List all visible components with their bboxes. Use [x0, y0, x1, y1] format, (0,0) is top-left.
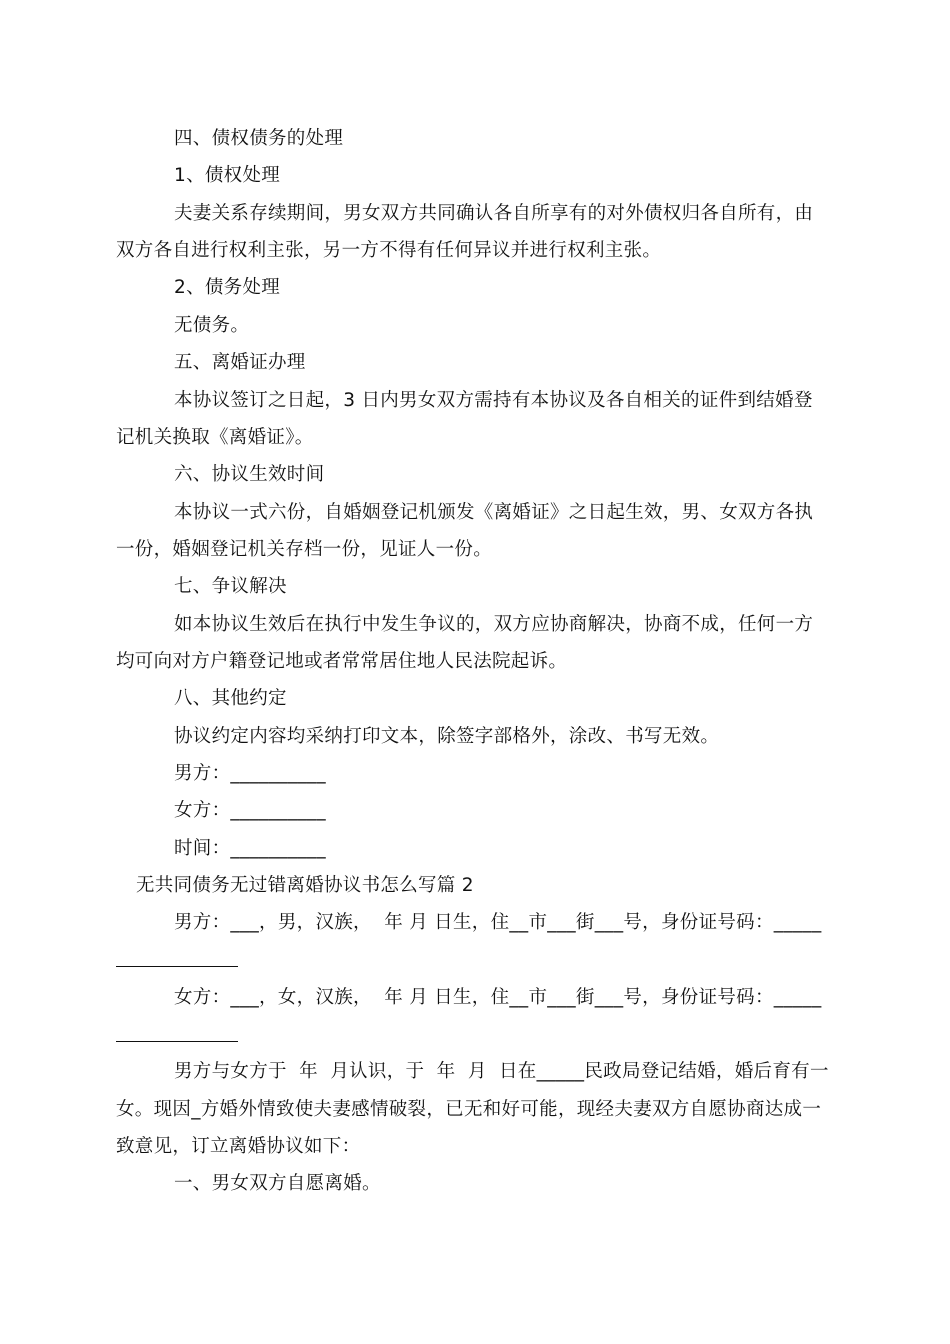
- paragraph-line: 协议约定内容均采纳打印文本，除签字部格外，涂改、书写无效。: [174, 726, 720, 747]
- paragraph-line: 本协议一式六份，自婚姻登记机颁发《离婚证》之日起生效，男、女双方各执: [174, 502, 814, 523]
- paragraph-line: 本协议签订之日起，3 日内男女双方需持有本协议及各自相关的证件到结婚登: [174, 390, 813, 411]
- subsection-heading: 1、债权处理: [174, 165, 281, 186]
- male-info-line: 男方：___，男，汉族， 年 月 日生，住__市___街___号，身份证号码：_____: [174, 912, 822, 933]
- section-heading: 四、债权债务的处理: [174, 128, 344, 149]
- id-number-continuation-rule: [116, 966, 238, 967]
- document-title: 无共同债务无过错离婚协议书怎么写篇 2: [136, 875, 474, 896]
- paragraph-line: 女。现因_方婚外情致使夫妻感情破裂，已无和好可能，现经夫妻双方自愿协商达成一: [116, 1099, 822, 1120]
- section-heading: 八、其他约定: [174, 688, 287, 709]
- paragraph-line: 致意见，订立离婚协议如下：: [116, 1136, 361, 1157]
- paragraph-line: 一份，婚姻登记机关存档一份，见证人一份。: [116, 539, 493, 560]
- paragraph-line: 男方与女方于 年 月认识，于 年 月 日在_____民政局登记结婚，婚后育有一: [174, 1061, 829, 1082]
- section-heading: 六、协议生效时间: [174, 464, 325, 485]
- paragraph-line: 双方各自进行权利主张，另一方不得有任何异议并进行权利主张。: [116, 240, 662, 261]
- paragraph-line: 夫妻关系存续期间，男女双方共同确认各自所享有的对外债权归各自所有，由: [174, 203, 814, 224]
- paragraph-line: 记机关换取《离婚证》。: [116, 427, 314, 448]
- female-signature-line: 女方：__________: [174, 800, 326, 821]
- male-signature-line: 男方：__________: [174, 763, 326, 784]
- female-info-line: 女方：___，女，汉族， 年 月 日生，住__市___街___号，身份证号码：_____: [174, 987, 822, 1008]
- paragraph-line: 均可向对方户籍登记地或者常常居住地人民法院起诉。: [116, 651, 568, 672]
- section-heading: 五、离婚证办理: [174, 352, 306, 373]
- id-number-continuation-rule: [116, 1041, 238, 1042]
- paragraph-line: 无债务。: [174, 315, 250, 336]
- subsection-heading: 2、债务处理: [174, 277, 281, 298]
- time-signature-line: 时间：__________: [174, 838, 326, 859]
- clause-heading: 一、男女双方自愿离婚。: [174, 1173, 381, 1194]
- section-heading: 七、争议解决: [174, 576, 287, 597]
- paragraph-line: 如本协议生效后在执行中发生争议的，双方应协商解决，协商不成，任何一方: [174, 614, 814, 635]
